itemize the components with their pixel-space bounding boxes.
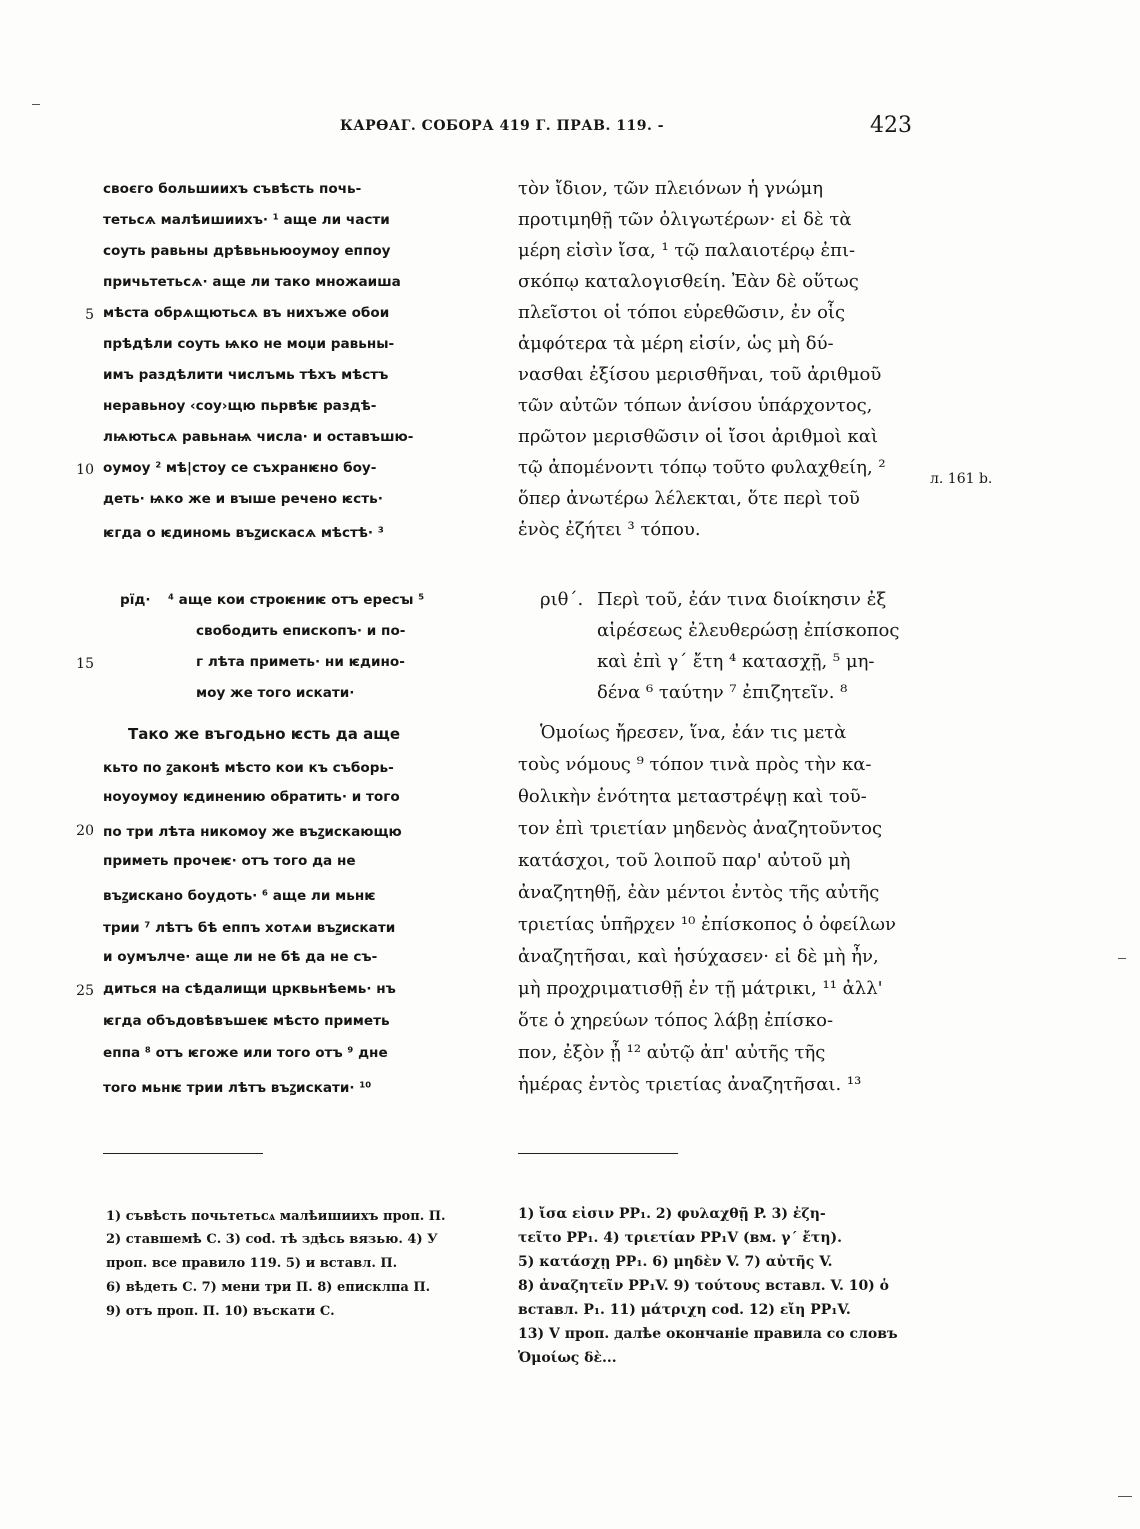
greek-line-5: πλεῖστοι οἱ τόποι εὑρεθῶσιν, ἐν οἷς (518, 302, 846, 323)
greek-line-1: τὸν ἴδιον, τῶν πλειόνων ἡ γνώμη (518, 178, 824, 199)
greek-body-line-12: ἡμέρας ἐντὸς τριετίας ἀναζητῆσαι. ¹³ (518, 1074, 862, 1095)
slavonic-body-line-10: ѥгда объдовѣвъшеѥ мѣсто приметь (103, 1013, 390, 1029)
slavonic-heading-line-1: ⁴ аще кои строѥниѥ отъ ересꙑ ⁵ (168, 592, 425, 608)
footnote-rule-left (103, 1153, 263, 1154)
slavonic-body-line-6: въꙁискано боудоть· ⁶ аще ли мьнѥ (103, 888, 376, 904)
footnote-right-7: Ὁμοίως δὲ... (518, 1350, 617, 1366)
slavonic-line-12: ѥгда о ѥдиномь въꙁискасѧ мѣстѣ· ³ (103, 525, 384, 541)
greek-line-8: τῶν αὐτῶν τόπων ἀνίσου ὑπάρχοντος, (518, 395, 873, 416)
slavonic-body-line-7: трии ⁷ лѣтъ бѣ еппъ хотѧи въꙁискати (103, 920, 396, 936)
slavonic-heading-line-4: моу же того искати· (196, 685, 355, 701)
greek-body-line-8: ἀναζητῆσαι, καὶ ἡσύχασεν· εἰ δὲ μὴ ἦν, (518, 946, 879, 967)
greek-heading-line-4: δένα ⁶ ταύτην ⁷ ἐπιζητεῖν. ⁸ (597, 682, 848, 703)
greek-line-12: ἑνὸς ἐζήτει ³ τόπου. (518, 519, 701, 540)
footnote-right-3: 5) κατάσχῃ PP₁. 6) μηδὲν V. 7) αὐτῆς V. (518, 1254, 833, 1270)
greek-body-line-1: Ὁμοίως ἤρεσεν, ἵνα, ἐάν τις μετὰ (540, 722, 847, 743)
slavonic-line-2: тетьсѧ малѣишиихъ· ¹ аще ли части (103, 212, 390, 228)
greek-line-9: πρῶτον μερισθῶσιν οἱ ἴσοι ἀριθμοὶ καὶ (518, 426, 879, 447)
greek-line-10: τῷ ἀπομένοντι τόπῳ τοῦτο φυλαχθείη, ² (518, 457, 886, 478)
slavonic-body-line-5: приметь прочеѥ· отъ того да не (103, 853, 356, 869)
greek-body-line-2: τοὺς νόμους ⁹ τόπον τινὰ πρὸς τὴν κα- (518, 754, 872, 775)
slavonic-line-4: причьтетьсѧ· аще ли тако множаиша (103, 274, 401, 290)
page-number: 423 (870, 113, 912, 138)
slavonic-heading-line-2: свободить епископъ· и по- (196, 623, 406, 639)
footnote-right-1: 1) ἴσα εἰσιν PP₁. 2) φυλαχθῇ P. 3) ἐζη- (518, 1206, 826, 1222)
slavonic-heading-line-3: г лѣта приметь· ни ѥдино- (196, 654, 405, 670)
footnote-left-5: 9) отъ проп. П. 10) въскати С. (106, 1304, 335, 1319)
running-head: КАРѲАГ. СОБОРА 419 Г. ПРАВ. 119. - (340, 118, 665, 134)
slavonic-body-line-1: Тако же въгодьно ѥсть да аще (128, 725, 400, 743)
footnote-left-4: 6) вѣдеть С. 7) мени три П. 8) еписклпа П. (106, 1280, 431, 1295)
greek-body-line-4: τον ἐπὶ τριετίαν μηδενὸς ἀναζητοῦντος (518, 818, 883, 839)
slavonic-line-3: соуть равьны дрѣвьньюоумоу еппоу (103, 243, 391, 259)
slavonic-line-10: оумоу ² мѣ|стоу се съхранѥно боу- (103, 460, 377, 476)
greek-heading-line-2: αἱρέσεως ἐλευθερώσῃ ἐπίσκοπος (597, 620, 900, 641)
greek-body-line-11: πον, ἐξὸν ᾖ ¹² αὐτῷ ἀπ' αὐτῆς τῆς (518, 1042, 826, 1063)
greek-body-line-10: ὅτε ὁ χηρεύων τόπος λάβῃ ἐπίσκο- (518, 1010, 834, 1031)
greek-heading-line-1: Περὶ τοῦ, ἐάν τινα διοίκησιν ἐξ (597, 589, 887, 610)
footnote-right-2: τεῖτο PP₁. 4) τριετίαν PP₁V (вм. γ΄ ἔτη). (518, 1230, 842, 1246)
line-number: 25 (76, 983, 94, 999)
slavonic-body-line-8: и оумълче· аще ли не бѣ да не съ- (103, 949, 378, 965)
scan-speck (1118, 1496, 1132, 1497)
line-number: 10 (76, 462, 94, 478)
slavonic-body-line-9: диться на сѣдалищи црквьнѣемь· нъ (103, 981, 396, 997)
scan-speck (32, 104, 40, 105)
greek-line-4: σκόπῳ καταλογισθείη. Ἐὰν δὲ οὕτως (518, 271, 859, 292)
greek-line-7: νασθαι ἐξίσου μερισθῆναι, τοῦ ἀριθμοῦ (518, 364, 882, 385)
slavonic-line-8: неравьноу ‹соу›щю пьрвѣѥ раздѣ- (103, 398, 377, 414)
line-number: 20 (76, 823, 94, 839)
greek-line-6: ἀμφότερα τὰ μέρη εἰσίν, ὡς μὴ δύ- (518, 333, 834, 354)
footnote-right-6: 13) V проп. далѣе окончаніе правила со словъ (518, 1326, 898, 1342)
margin-folio-reference: л. 161 b. (930, 471, 993, 487)
greek-body-line-6: ἀναζητηθῇ, ἐὰν μέντοι ἐντὸς τῆς αὐτῆς (518, 882, 880, 903)
footnote-left-3: проп. все правило 119. 5) и вставл. П. (106, 1256, 398, 1271)
slavonic-line-9: лѩютьсѧ равьнаѩ числа· и оставъшю- (103, 429, 414, 445)
greek-line-3: μέρη εἰσὶν ἴσα, ¹ τῷ παλαιοτέρῳ ἐπι- (518, 240, 856, 261)
slavonic-body-line-4: по три лѣта никомоу же въꙁискающю (103, 824, 402, 840)
slavonic-line-7: имъ раздѣлити числъмь тѣхъ мѣстъ (103, 367, 389, 383)
greek-body-line-5: κατάσχοι, τοῦ λοιποῦ παρ' αὐτοῦ μὴ (518, 850, 851, 871)
greek-line-11: ὅπερ ἀνωτέρω λέλεκται, ὅτε περὶ τοῦ (518, 488, 860, 509)
slavonic-body-line-11: еппа ⁸ отъ ѥгоже или того отъ ⁹ дне (103, 1045, 388, 1061)
line-number: 15 (76, 656, 94, 672)
greek-body-line-3: θολικὴν ἑνότητα μεταστρέψῃ καὶ τοῦ- (518, 786, 867, 807)
slavonic-body-line-2: кьто по ꙁаконѣ мѣсто кои къ съборь- (103, 760, 394, 776)
slavonic-line-6: прѣдѣли соуть ѩко не моџи равьны- (103, 336, 395, 352)
slavonic-line-11: деть· ѩко же и вꙑше речено ѥсть· (103, 491, 383, 507)
footnote-left-2: 2) ставшемѣ С. 3) cod. тѣ здѣсь вязью. 4) У (106, 1232, 438, 1247)
slavonic-line-5: мѣста обрѧщютьсѧ въ нихъже обои (103, 305, 390, 321)
slavonic-line-1: своєго большиихъ съвѣсть почь- (103, 181, 362, 197)
slavonic-rule-number: рїд· (120, 592, 151, 608)
scan-speck (1118, 958, 1126, 959)
footnote-left-1: 1) съвѣсть почьтетьсѧ малѣишиихъ проп. П. (106, 1209, 446, 1224)
greek-rule-number: ριθ΄. (540, 589, 584, 610)
footnote-right-5: вставл. P₁. 11) μάτριχη cod. 12) εἴη PP₁V. (518, 1302, 851, 1318)
greek-body-line-7: τριετίας ὑπῆρχεν ¹⁰ ἐπίσκοπος ὁ ὀφείλων (518, 914, 896, 935)
slavonic-body-line-3: ноуоумоу ѥдинению обратить· и того (103, 789, 400, 805)
greek-body-line-9: μὴ προχριματισθῇ ἐν τῇ μάτρικι, ¹¹ ἀλλ' (518, 978, 883, 999)
footnote-right-4: 8) ἀναζητεῖν PP₁V. 9) τούτους вставл. V. 10) ὁ (518, 1278, 890, 1294)
line-number: 5 (85, 307, 94, 323)
slavonic-body-line-12: того мьнѥ трии лѣтъ въꙁискати· ¹⁰ (103, 1080, 372, 1096)
greek-heading-line-3: καὶ ἐπὶ γ΄ ἔτη ⁴ κατασχῇ, ⁵ μη- (597, 651, 875, 672)
footnote-rule-right (518, 1153, 678, 1154)
greek-line-2: προτιμηθῇ τῶν ὀλιγωτέρων· εἰ δὲ τὰ (518, 209, 852, 230)
